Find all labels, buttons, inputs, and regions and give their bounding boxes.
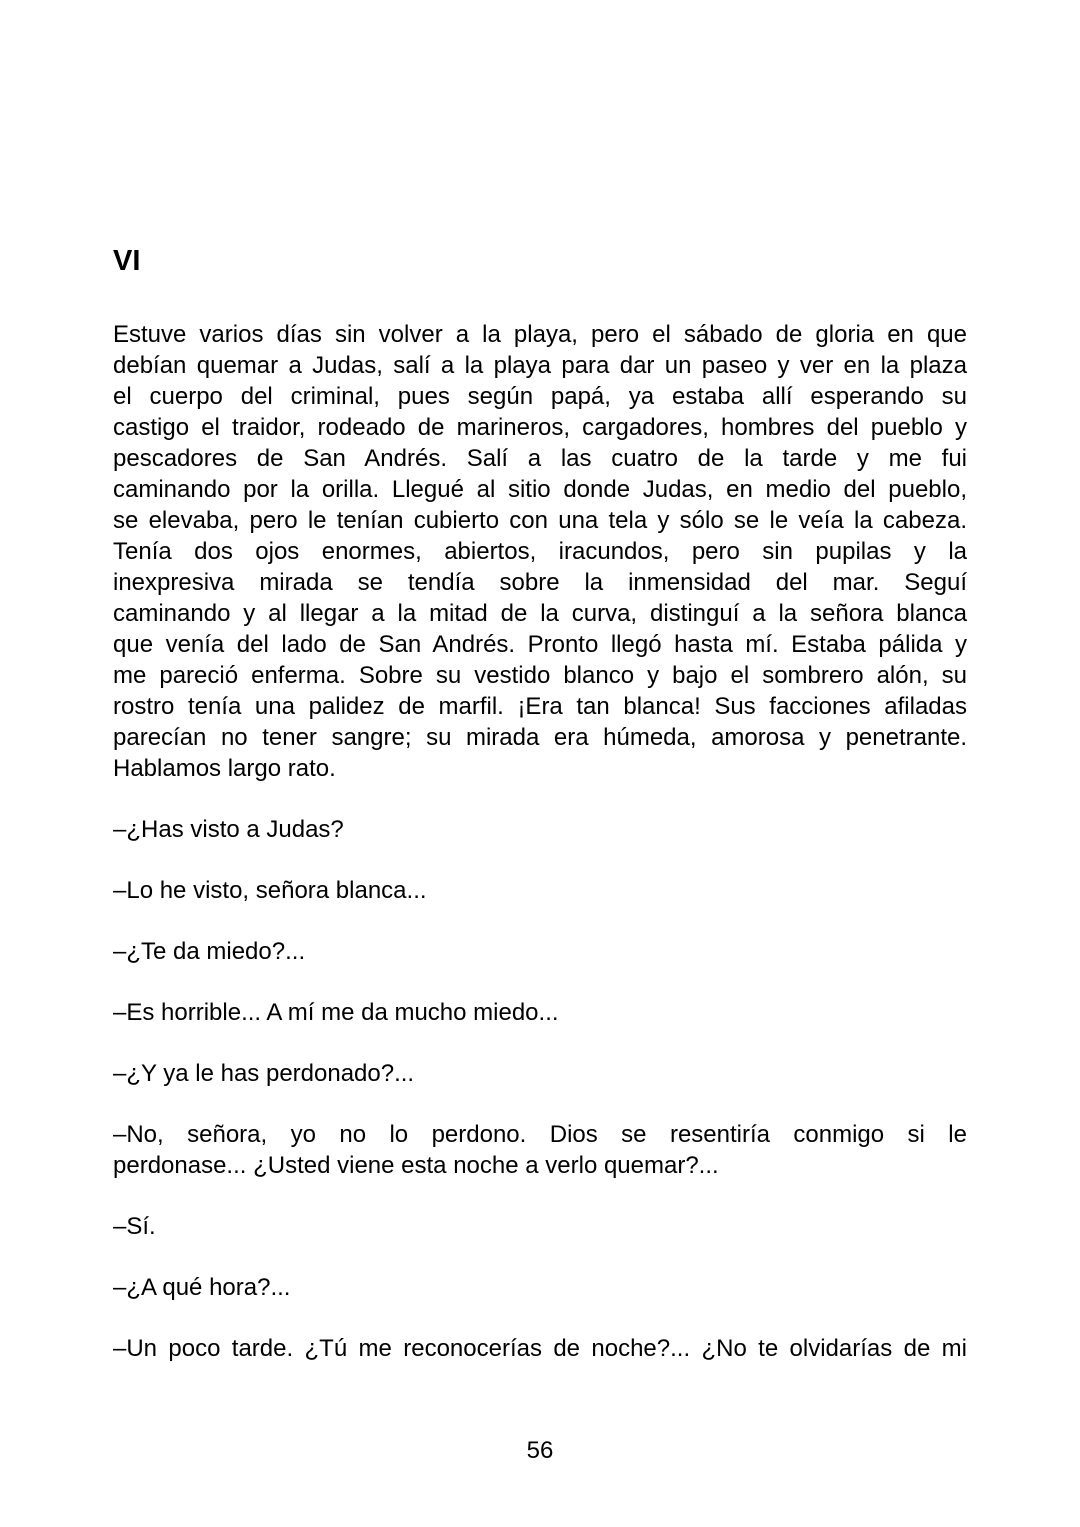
text-line: –No, señora, yo no lo perdono. Dios se resentiría conmigo si le — [113, 1121, 967, 1148]
text-line: debían quemar a Judas, salí a la playa para dar un paseo y ver en la plaza — [113, 352, 967, 379]
text-line: –¿Y ya le has perdonado?... — [113, 1060, 415, 1087]
body-text — [113, 319, 967, 1394]
paragraph — [113, 875, 967, 906]
paragraph — [113, 319, 967, 784]
text-line: caminando por la orilla. Llegué al sitio donde Judas, en medio del pueblo, — [113, 476, 967, 503]
text-line: –Un poco tarde. ¿Tú me reconocerías de noche?... ¿No te olvidarías de mi — [113, 1335, 967, 1362]
paragraph — [113, 1119, 967, 1181]
text-line: –Es horrible... A mí me da mucho miedo... — [113, 999, 559, 1026]
text-line: el cuerpo del criminal, pues según papá, ya estaba allí esperando su — [113, 383, 967, 410]
text-line: –¿Te da miedo?... — [113, 938, 306, 965]
text-line: –¿Has visto a Judas? — [113, 816, 344, 843]
text-line: parecían no tener sangre; su mirada era húmeda, amorosa y penetrante. — [113, 724, 967, 751]
text-line: que venía del lado de San Andrés. Pronto llegó hasta mí. Estaba pálida y — [113, 631, 967, 658]
text-line: inexpresiva mirada se tendía sobre la inmensidad del mar. Seguí — [113, 569, 967, 596]
text-line: me pareció enferma. Sobre su vestido blanco y bajo el sombrero alón, su — [113, 662, 967, 689]
text-line: Tenía dos ojos enormes, abiertos, iracundos, pero sin pupilas y la — [113, 538, 967, 565]
paragraph — [113, 1333, 967, 1364]
page-number: 56 — [526, 1437, 554, 1464]
text-line: perdonase... ¿Usted viene esta noche a verlo quemar?... — [113, 1152, 719, 1179]
text-line: se elevaba, pero le tenían cubierto con una tela y sólo se le veía la cabeza. — [113, 507, 967, 534]
text-line: –Lo he visto, señora blanca... — [113, 877, 427, 904]
text-line: –Sí. — [113, 1213, 156, 1240]
chapter-heading: VI — [113, 245, 141, 277]
paragraph — [113, 1211, 967, 1242]
paragraph — [113, 814, 967, 845]
text-line: rostro tenía una palidez de marfil. ¡Era tan blanca! Sus facciones afiladas — [113, 693, 967, 720]
text-line: Estuve varios días sin volver a la playa, pero el sábado de gloria en que — [113, 321, 967, 348]
text-line: caminando y al llegar a la mitad de la curva, distinguí a la señora blanca — [113, 600, 967, 627]
text-line: pescadores de San Andrés. Salí a las cuatro de la tarde y me fui — [113, 445, 967, 472]
paragraph — [113, 997, 967, 1028]
text-line: castigo el traidor, rodeado de marineros, cargadores, hombres del pueblo y — [113, 414, 967, 441]
text-line: Hablamos largo rato. — [113, 755, 336, 782]
paragraph — [113, 936, 967, 967]
paragraph — [113, 1058, 967, 1089]
paragraph — [113, 1272, 967, 1303]
text-line: –¿A qué hora?... — [113, 1274, 291, 1301]
